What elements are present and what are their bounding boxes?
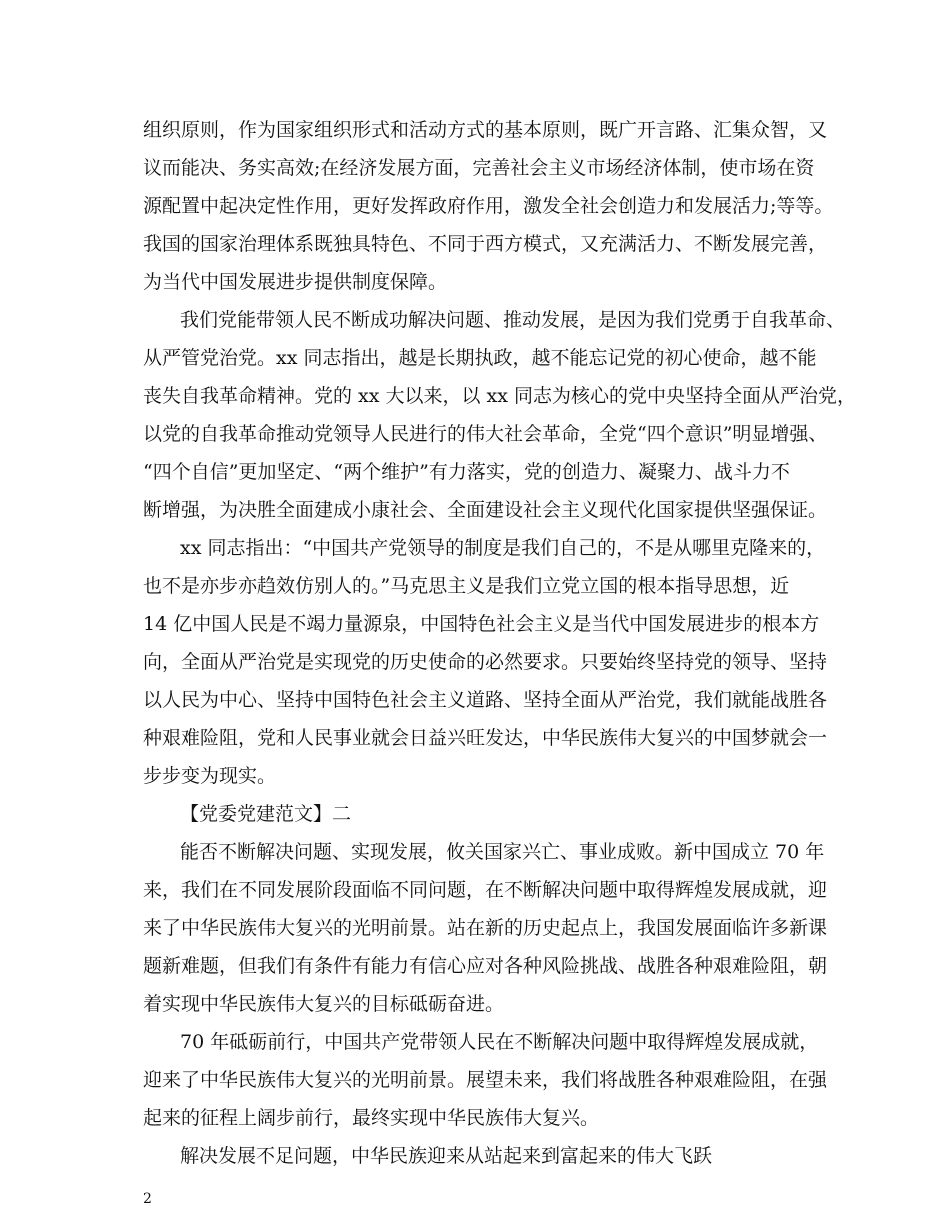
text-line: 以党的自我革命推动党领导人民进行的伟大社会革命，全党“四个意识”明显增强、 <box>143 423 828 445</box>
text-line: 为当代中国发展进步提供制度保障。 <box>143 271 448 293</box>
text-line: 向，全面从严治党是实现党的历史使命的必然要求。只要始终坚持党的领导、坚持 <box>143 651 828 673</box>
text-line: 起来的征程上阔步前行，最终实现中华民族伟大复兴。 <box>143 1107 600 1129</box>
text-line: 丧失自我革命精神。党的 xx 大以来，以 xx 同志为核心的党中央坚持全面从严治党， <box>143 385 857 407</box>
text-line: 14 亿中国人民是不竭力量源泉，中国特色社会主义是当代中国发展进步的根本方 <box>143 613 820 635</box>
page-number: 2 <box>143 1191 152 1207</box>
text-line: 也不是亦步亦趋效仿别人的。”马克思主义是我们立党立国的根本指导思想，近 <box>143 575 790 597</box>
text-line: 题新难题，但我们有条件有能力有信心应对各种风险挑战、战胜各种艰难险阻，朝 <box>143 955 828 977</box>
text-line: 迎来了中华民族伟大复兴的光明前景。展望未来，我们将战胜各种艰难险阻，在强 <box>143 1069 828 1091</box>
paragraph-first-line: 70 年砥砺前行，中国共产党带领人民在不断解决问题中取得辉煌发展成就， <box>180 1031 819 1053</box>
text-line: “四个自信”更加坚定、“两个维护”有力落实，党的创造力、凝聚力、战斗力不 <box>143 461 790 483</box>
text-line: 来，我们在不同发展阶段面临不同问题，在不断解决问题中取得辉煌发展成就，迎 <box>143 879 828 901</box>
text-line: 以人民为中心、坚持中国特色社会主义道路、坚持全面从严治党，我们就能战胜各 <box>143 689 828 711</box>
text-line: 种艰难险阻，党和人民事业就会日益兴旺发达，中华民族伟大复兴的中国梦就会一 <box>143 727 828 749</box>
text-line: 议而能决、务实高效;在经济发展方面，完善社会主义市场经济体制，使市场在资 <box>143 157 815 179</box>
paragraph-first-line: 能否不断解决问题、实现发展，攸关国家兴亡、事业成败。新中国成立 70 年 <box>180 841 825 863</box>
text-line: 从严管党治党。xx 同志指出，越是长期执政，越不能忘记党的初心使命，越不能 <box>143 347 817 369</box>
paragraph-first-line: 解决发展不足问题，中华民族迎来从站起来到富起来的伟大飞跃 <box>180 1145 713 1167</box>
section-heading: 【党委党建范文】二 <box>180 803 352 825</box>
text-line: 组织原则，作为国家组织形式和活动方式的基本原则，既广开言路、汇集众智，又 <box>143 119 828 141</box>
text-line: 着实现中华民族伟大复兴的目标砥砺奋进。 <box>143 993 505 1015</box>
text-line: 源配置中起决定性作用，更好发挥政府作用，激发全社会创造力和发展活力;等等。 <box>143 195 834 217</box>
text-line: 来了中华民族伟大复兴的光明前景。站在新的历史起点上，我国发展面临许多新课 <box>143 917 828 939</box>
paragraph-first-line: xx 同志指出：“中国共产党领导的制度是我们自己的，不是从哪里克隆来的， <box>180 537 826 559</box>
paragraph-first-line: 我们党能带领人民不断成功解决问题、推动发展，是因为我们党勇于自我革命、 <box>180 309 846 331</box>
text-line: 我国的国家治理体系既独具特色、不同于西方模式，又充满活力、不断发展完善， <box>143 233 828 255</box>
text-line: 断增强，为决胜全面建成小康社会、全面建设社会主义现代化国家提供坚强保证。 <box>143 499 828 521</box>
text-line: 步步变为现实。 <box>143 765 277 787</box>
